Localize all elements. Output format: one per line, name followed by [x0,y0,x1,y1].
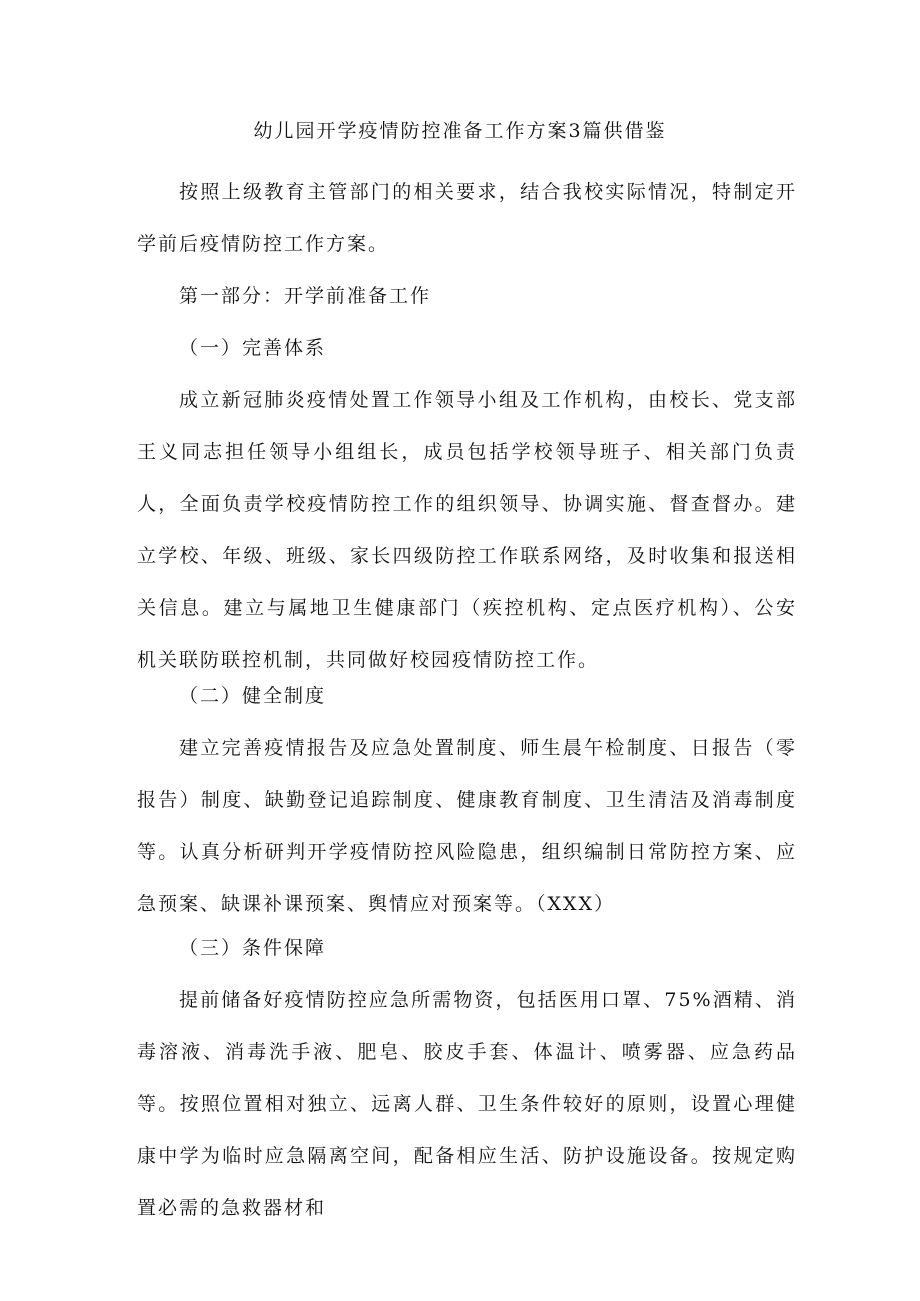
section-body-supplies: 提前储备好疫情防控应急所需物资，包括医用口罩、75%酒精、消毒溶液、消毒洗手液、肥皂、胶皮手套、体温计、喷雾器、应急药品等。按照位置相对独立、远离人群、卫生条件较好的原则，设置心理健康中学为临时应急隔离空间，配备相应生活、防护设施设备。按规定购置必需的急救器材和 [137,989,797,1219]
intro-paragraph: 按照上级教育主管部门的相关要求，结合我校实际情况，特制定开学前后疫情防控工作方案。 [137,181,797,255]
document-title: 幼儿园开学疫情防控准备工作方案3篇供借鉴 [253,120,667,142]
section-body-rules: 建立完善疫情报告及应急处置制度、师生晨午检制度、日报告（零报告）制度、缺勤登记追踪制度、健康教育制度、卫生清洁及消毒制度等。认真分析研判开学疫情防控风险隐患，组织编制日常防控方案、应急预案、缺课补课预案、舆情应对预案等。（XXX） [137,737,797,915]
section-heading-system: （一）完善体系 [179,337,327,359]
section-heading-rules: （二）健全制度 [179,685,327,707]
section-heading-supplies: （三）条件保障 [179,937,327,959]
part1-heading: 第一部分：开学前准备工作 [179,285,432,307]
section-body-system: 成立新冠肺炎疫情处置工作领导小组及工作机构，由校长、党支部王义同志担任领导小组组长，成员包括学校领导班子、相关部门负责人，全面负责学校疫情防控工作的组织领导、协调实施、督查督办。建立学校、年级、班级、家长四级防控工作联系网络，及时收集和报送相关信息。建立与属地卫生健康部门（疾控机构、定点医疗机构）、公安机关联防联控机制，共同做好校园疫情防控工作。 [137,389,797,671]
